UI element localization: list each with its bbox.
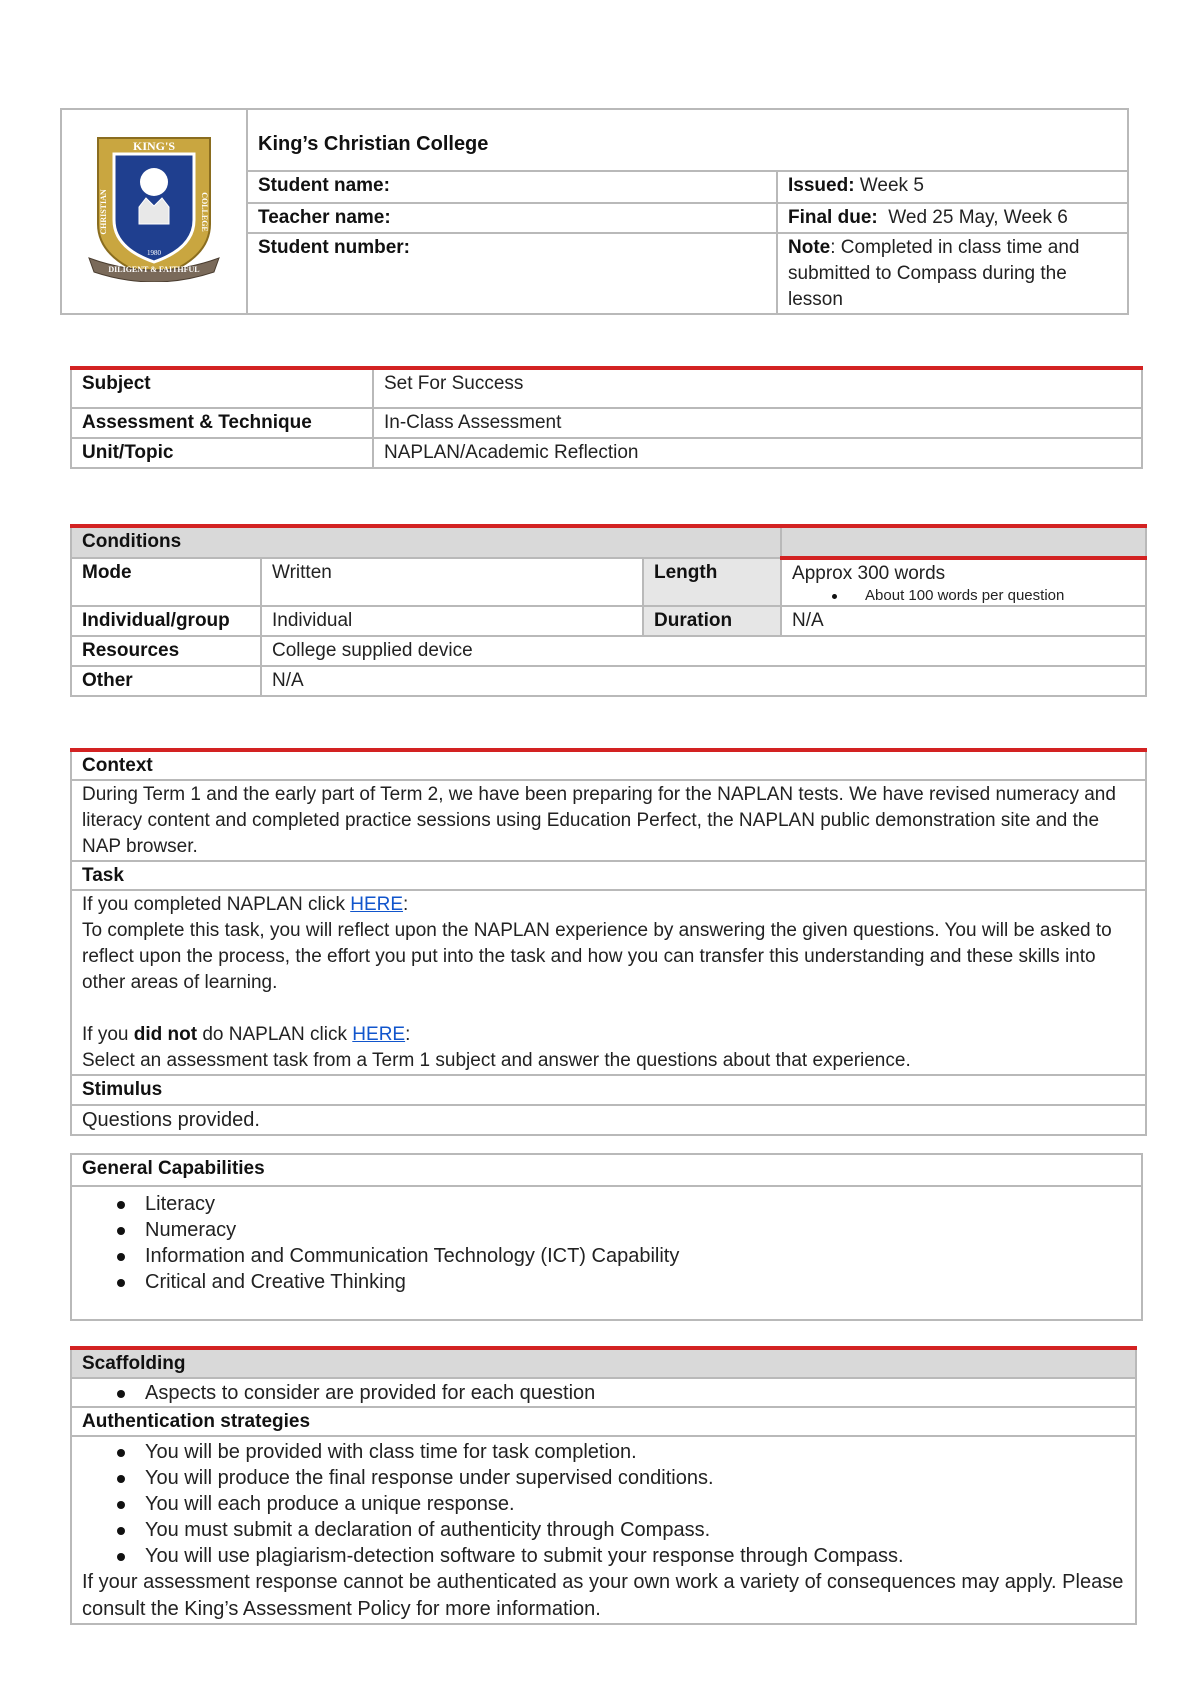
- crest-right-text: COLLEGE: [200, 192, 209, 232]
- issued-label: Issued:: [788, 175, 855, 196]
- auth-body: [71, 1436, 1136, 1624]
- context-block: [70, 748, 1147, 1136]
- auth-footer: If your assessment response cannot be authenticated as your own work a variety of consequences may apply. Please consult the King’s Assessment Policy for more information.: [82, 1571, 1124, 1620]
- auth-heading: Authentication strategies: [71, 1407, 1136, 1436]
- subject-label: Subject: [71, 368, 373, 408]
- auth-item: You will be provided with class time for task completion.: [72, 1439, 1135, 1465]
- auth-item: You will use plagiarism-detection software to submit your response through Compass.: [72, 1543, 1135, 1569]
- subject-value: Set For Success: [373, 368, 1142, 408]
- issued-value: Week 5: [854, 175, 924, 196]
- auth-item: You must submit a declaration of authenticity through Compass.: [72, 1517, 1135, 1543]
- capability-item: Numeracy: [72, 1217, 1141, 1243]
- length-cell: [781, 558, 1146, 606]
- individual-label: Individual/group: [71, 606, 261, 636]
- capabilities-block: [70, 1153, 1143, 1321]
- auth-list: [72, 1439, 1135, 1569]
- teacher-name-label: Teacher name:: [247, 203, 777, 233]
- final-due-label: Final due:: [788, 207, 878, 228]
- length-label: Length: [643, 558, 781, 606]
- task-line1-prefix: If you completed NAPLAN click: [82, 894, 351, 915]
- other-label: Other: [71, 666, 261, 696]
- resources-label: Resources: [71, 636, 261, 666]
- issued-cell: [777, 171, 1128, 203]
- other-value: N/A: [261, 666, 1146, 696]
- crest-cell: [61, 109, 247, 314]
- scaffolding-table: [70, 1346, 1137, 1625]
- resources-value: College supplied device: [261, 636, 1146, 666]
- capabilities-table: [70, 1153, 1143, 1321]
- final-due-value: Wed 25 May, Week 6: [877, 207, 1068, 228]
- conditions-table: [70, 524, 1147, 697]
- auth-item: You will each produce a unique response.: [72, 1491, 1135, 1517]
- student-name-label: Student name:: [247, 171, 777, 203]
- task-spacer: [82, 996, 1135, 1022]
- scaffolding-item: Aspects to consider are provided for each question: [72, 1380, 1135, 1406]
- note-cell: [777, 233, 1128, 314]
- task-line1: [82, 892, 1135, 918]
- conditions-heading-blank: [781, 526, 1146, 558]
- individual-value: Individual: [261, 606, 643, 636]
- scaffolding-block: [70, 1346, 1137, 1625]
- auth-item: You will produce the final response under supervised conditions.: [72, 1465, 1135, 1491]
- crest-top-text: KING'S: [132, 139, 176, 153]
- college-name: King’s Christian College: [247, 109, 1128, 171]
- task-body: [71, 890, 1146, 1075]
- college-crest-logo: [84, 132, 224, 282]
- capabilities-body: [71, 1186, 1142, 1320]
- crest-left-text: CHRISTIAN: [99, 189, 108, 235]
- capability-item: Information and Communication Technology (ICT) Capability: [72, 1243, 1141, 1269]
- capability-item: Literacy: [72, 1191, 1141, 1217]
- duration-label: Duration: [643, 606, 781, 636]
- capability-item: Critical and Creative Thinking: [72, 1269, 1141, 1295]
- task-line2-prefix: If you: [82, 1024, 134, 1045]
- note-value: : Completed in class time and submitted to Compass during the lesson: [788, 237, 1080, 310]
- capabilities-heading: General Capabilities: [71, 1154, 1142, 1186]
- crest-year: 1980: [147, 249, 161, 257]
- conditions-heading: Conditions: [71, 526, 781, 558]
- header-block: [60, 108, 1129, 315]
- length-value: Approx 300 words: [792, 563, 946, 584]
- conditions-block: [70, 524, 1147, 697]
- task-line1-colon: :: [403, 894, 409, 915]
- stimulus-text: Questions provided.: [71, 1105, 1146, 1135]
- student-number-label: Student number:: [247, 233, 777, 314]
- header-table: [60, 108, 1129, 315]
- task-line2-colon: :: [405, 1024, 411, 1045]
- stimulus-heading: Stimulus: [71, 1075, 1146, 1105]
- mode-value: Written: [261, 558, 643, 606]
- assessment-value: In-Class Assessment: [373, 408, 1142, 438]
- task-line2: [82, 1022, 1135, 1048]
- capabilities-list: [72, 1191, 1141, 1295]
- note-label: Note: [788, 237, 831, 258]
- duration-value: N/A: [781, 606, 1146, 636]
- scaffolding-list: [72, 1380, 1135, 1406]
- task-heading: Task: [71, 861, 1146, 890]
- task-para1: To complete this task, you will reflect upon the NAPLAN experience by answering the given questions. You will be asked to reflect upon the process, the effort you put into the task and how you can transfer this understanding and these skills into other areas of learning.: [82, 920, 1112, 993]
- length-bullet-list: [792, 587, 1135, 605]
- crest-motto: DILIGENT & FAITHFUL: [108, 265, 200, 274]
- task-line2-mid: do NAPLAN click: [197, 1024, 353, 1045]
- subject-table: [70, 366, 1143, 469]
- naplan-completed-link[interactable]: HERE: [350, 894, 404, 915]
- unit-label: Unit/Topic: [71, 438, 373, 468]
- assessment-label: Assessment & Technique: [71, 408, 373, 438]
- context-heading: Context: [71, 750, 1146, 780]
- task-line2-bold: did not: [133, 1024, 198, 1045]
- final-due-cell: [777, 203, 1128, 233]
- scaffolding-heading: Scaffolding: [71, 1348, 1136, 1378]
- context-text: During Term 1 and the early part of Term 2, we have been preparing for the NAPLAN tests. We have revised numeracy and literacy content and completed practice sessions using Education Perfect, the NAPLAN public demonstration site and the NAP browser.: [71, 780, 1146, 861]
- subject-block: [70, 366, 1143, 469]
- mode-label: Mode: [71, 558, 261, 606]
- length-bullet: About 100 words per question: [792, 587, 1135, 605]
- context-table: [70, 748, 1147, 1136]
- task-para2: Select an assessment task from a Term 1 subject and answer the questions about that experience.: [82, 1050, 911, 1071]
- naplan-not-done-link[interactable]: HERE: [352, 1024, 406, 1045]
- scaffolding-body: [71, 1378, 1136, 1407]
- unit-value: NAPLAN/Academic Reflection: [373, 438, 1142, 468]
